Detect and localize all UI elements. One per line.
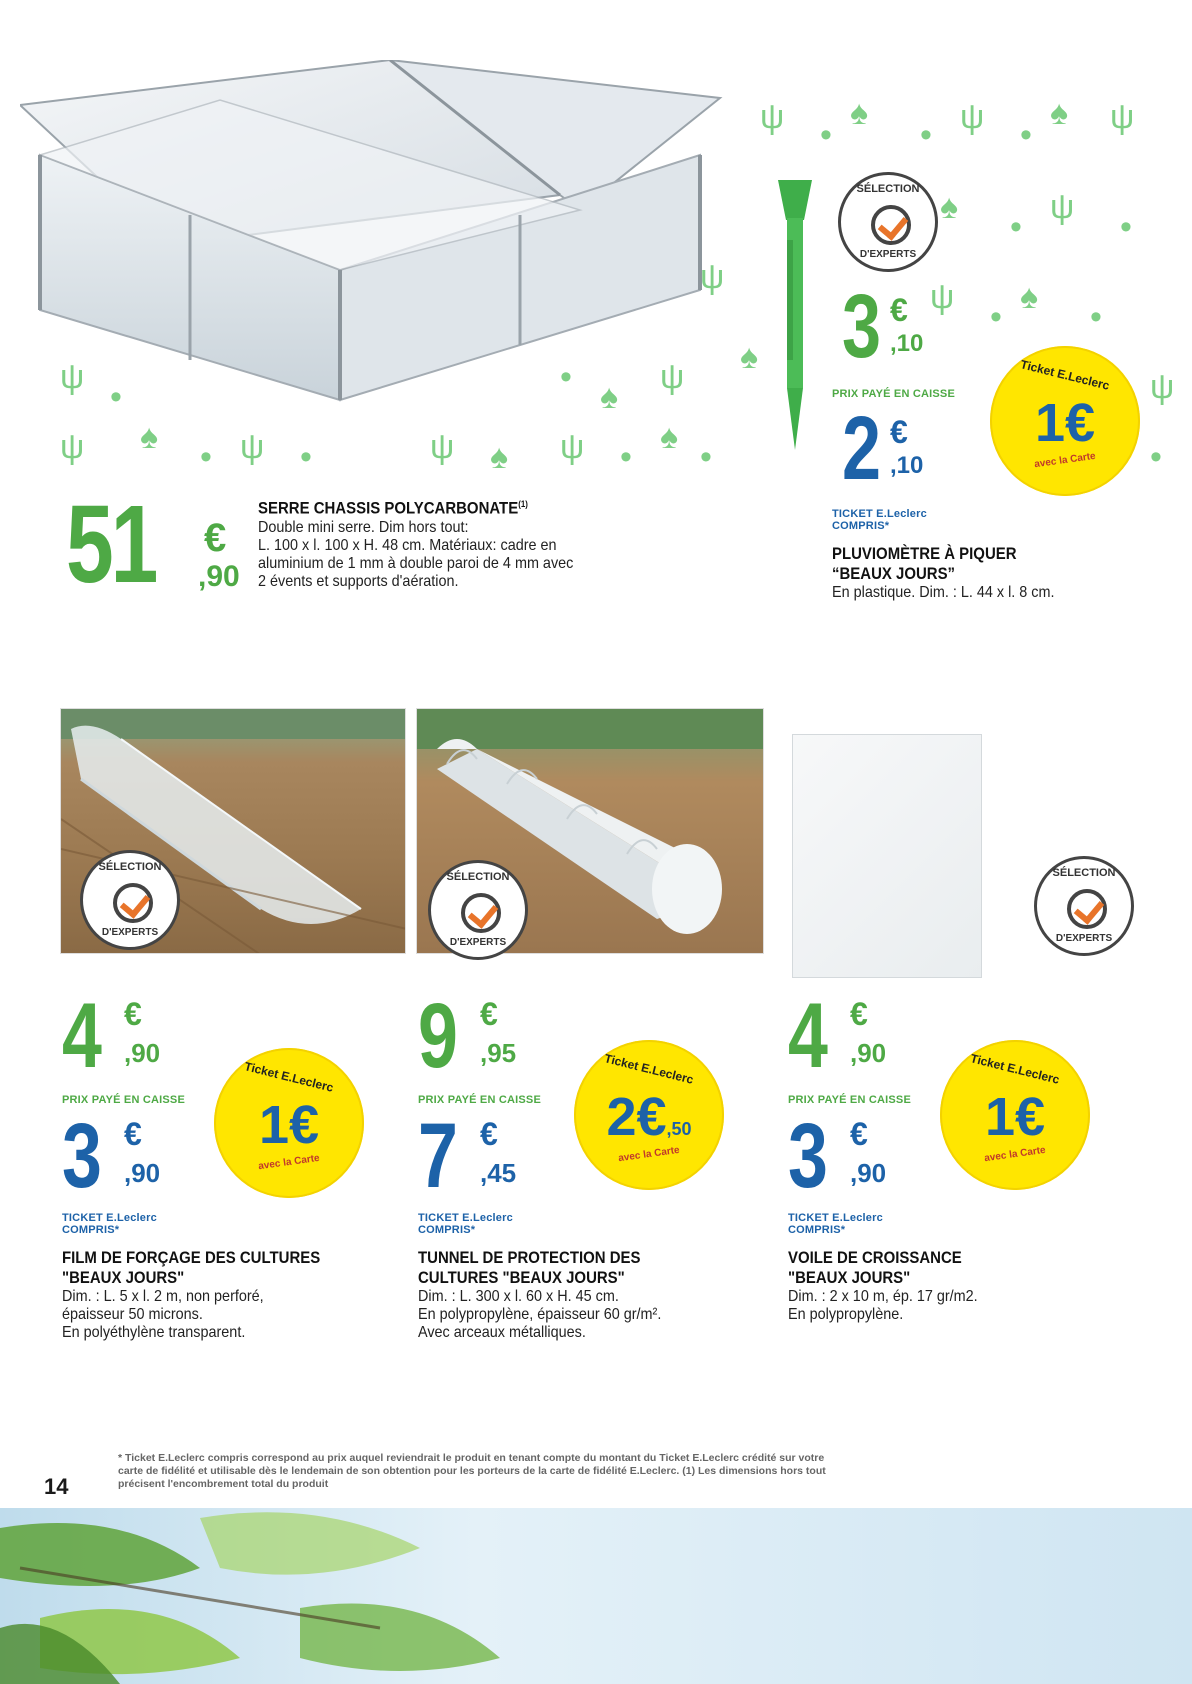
garden-tools-pattern: ψ • ♠ • ψ • ♠ ψ ♠ • ψ • ψ • ♠ • ψ ♠ ψ • ψ • ♠ ψ • ψ • ψ ♠ ψ • ♠ ψ • ♠ • <box>60 94 1175 476</box>
tunnel-ticket-price <box>418 1105 517 1207</box>
tunnel-price <box>418 985 517 1087</box>
voile-image <box>792 734 982 978</box>
price-decimals: ,90 <box>124 1158 161 1188</box>
price-currency: € <box>204 516 227 560</box>
tunnel-info <box>418 1248 688 1342</box>
checkmark-icon <box>113 883 153 923</box>
product-title: SERRE CHASSIS POLYCARBONATE$^{(1)}$ <box>258 498 528 518</box>
price-currency: € <box>850 996 868 1032</box>
price-decimals: ,10 <box>890 452 924 479</box>
price-paid-label: PRIX PAYÉ EN CAISSE <box>62 1094 186 1106</box>
price-decimals: ,45 <box>480 1158 517 1188</box>
selection-experts-badge: SÉLECTION D'EXPERTS <box>1034 856 1134 956</box>
price-currency: € <box>890 414 908 450</box>
film-price <box>62 985 161 1087</box>
greenhouse-info <box>258 494 608 591</box>
checkmark-icon <box>871 205 911 245</box>
greenhouse-image <box>20 60 730 480</box>
ticket-label: TICKET E.Leclerc COMPRIS* <box>788 1212 883 1236</box>
product-desc-line: Dim. : L. 300 x l. 60 x H. 45 cm. <box>418 1288 619 1305</box>
voile-info <box>788 1248 999 1324</box>
product-desc-line: aluminium de 1 mm à double paroi de 4 mm avec <box>258 554 574 572</box>
checkmark-icon <box>1067 889 1107 929</box>
ticket-leclerc-badge: Ticket E.Leclerc 2€,50 avec la Carte <box>574 1040 724 1190</box>
price-integer: 9 <box>418 985 455 1087</box>
price-decimals: ,10 <box>890 330 924 357</box>
product-title: VOILE DE CROISSANCE <box>788 1248 962 1267</box>
price-currency: € <box>124 996 142 1032</box>
title-footnote-mark: (1) <box>518 499 528 509</box>
product-subtitle: "BEAUX JOURS" <box>788 1268 911 1287</box>
price-currency: € <box>480 996 498 1032</box>
rain-gauge-info <box>832 544 1079 602</box>
price-decimals: ,90 <box>124 1038 161 1068</box>
voile-ticket-price <box>788 1105 887 1207</box>
price-integer: 4 <box>788 985 825 1087</box>
price-paid-label: PRIX PAYÉ EN CAISSE <box>788 1094 912 1106</box>
product-desc-line: En polyéthylène transparent. <box>62 1324 246 1341</box>
price-currency: € <box>480 1116 498 1152</box>
product-title: FILM DE FORÇAGE DES CULTURES <box>62 1248 321 1267</box>
price-integer: 2 <box>842 399 878 499</box>
film-ticket-price <box>62 1105 161 1207</box>
ticket-label: TICKET E.Leclerc COMPRIS* <box>418 1212 513 1236</box>
product-desc-line: Dim. : 2 x 10 m, ép. 17 gr/m2. <box>788 1288 978 1305</box>
page-number: 14 <box>44 1474 69 1499</box>
ticket-leclerc-badge: Ticket E.Leclerc 1€ avec la Carte <box>214 1048 364 1198</box>
checkmark-icon <box>461 893 501 933</box>
ticket-leclerc-badge: Ticket E.Leclerc 1€ avec la Carte <box>940 1040 1090 1190</box>
price-integer: 3 <box>842 277 878 377</box>
price-paid-label: PRIX PAYÉ EN CAISSE <box>832 388 956 400</box>
price-decimals: ,90 <box>198 560 240 593</box>
selection-experts-badge: SÉLECTION D'EXPERTS <box>80 850 180 950</box>
price-paid-label: PRIX PAYÉ EN CAISSE <box>418 1094 542 1106</box>
leaves-background-image <box>0 1508 1192 1684</box>
voile-price <box>788 985 887 1087</box>
price-currency: € <box>850 1116 868 1152</box>
price-decimals: ,90 <box>850 1158 887 1188</box>
film-info <box>62 1248 355 1342</box>
product-subtitle: "BEAUX JOURS" <box>62 1268 185 1287</box>
rain-gauge-price <box>842 277 924 377</box>
price-decimals: ,95 <box>480 1038 517 1068</box>
product-subtitle: “BEAUX JOURS” <box>832 564 956 583</box>
product-desc-line: Avec arceaux métalliques. <box>418 1324 586 1341</box>
product-desc-line: 2 évents et supports d'aération. <box>258 572 459 590</box>
price-integer: 51 <box>66 483 156 606</box>
product-title: PLUVIOMÈTRE À PIQUER <box>832 544 1017 563</box>
price-integer: 3 <box>62 1105 99 1207</box>
greenhouse-price <box>66 483 240 606</box>
price-decimals: ,90 <box>850 1038 887 1068</box>
price-integer: 7 <box>418 1105 455 1207</box>
ticket-label: TICKET E.Leclerc COMPRIS* <box>832 508 927 532</box>
product-subtitle: CULTURES "BEAUX JOURS" <box>418 1268 625 1287</box>
selection-experts-badge: SÉLECTION D'EXPERTS <box>838 172 938 272</box>
product-desc-line: Dim. : L. 5 x l. 2 m, non perforé, <box>62 1288 264 1305</box>
footnote-line: * Ticket E.Leclerc compris correspond au prix auquel reviendrait le produit en tenant compte du montant du Ticket E.Leclerc crédité sur votre <box>118 1452 825 1464</box>
rain-gauge-image <box>770 180 820 460</box>
product-desc-line: Double mini serre. Dim hors tout: <box>258 518 469 536</box>
price-currency: € <box>890 292 908 328</box>
footnote-line: carte de fidélité et utilisable dès le lendemain de son obtention pour les porteurs de la carte de fidélité E.Leclerc. (1) Les dimensions hors tout <box>118 1465 826 1477</box>
footnote <box>118 1452 826 1491</box>
product-desc-line: En polypropylène. <box>788 1306 904 1323</box>
product-desc-line: épaisseur 50 microns. <box>62 1306 203 1323</box>
price-integer: 3 <box>788 1105 825 1207</box>
footnote-line: précisent l'encombrement total du produit <box>118 1478 329 1490</box>
product-title: TUNNEL DE PROTECTION DES <box>418 1248 641 1267</box>
rain-gauge-ticket-price <box>842 399 924 499</box>
product-desc-line: En polypropylène, épaisseur 60 gr/m². <box>418 1306 662 1323</box>
product-desc-line: L. 100 x l. 100 x H. 48 cm. Matériaux: cadre en <box>258 536 557 554</box>
selection-experts-badge: SÉLECTION D'EXPERTS <box>428 860 528 960</box>
price-integer: 4 <box>62 985 99 1087</box>
price-currency: € <box>124 1116 142 1152</box>
product-desc-line: En plastique. Dim. : L. 44 x l. 8 cm. <box>832 584 1055 601</box>
ticket-leclerc-badge: Ticket E.Leclerc 1€ avec la Carte <box>990 346 1140 496</box>
ticket-label: TICKET E.Leclerc COMPRIS* <box>62 1212 157 1236</box>
